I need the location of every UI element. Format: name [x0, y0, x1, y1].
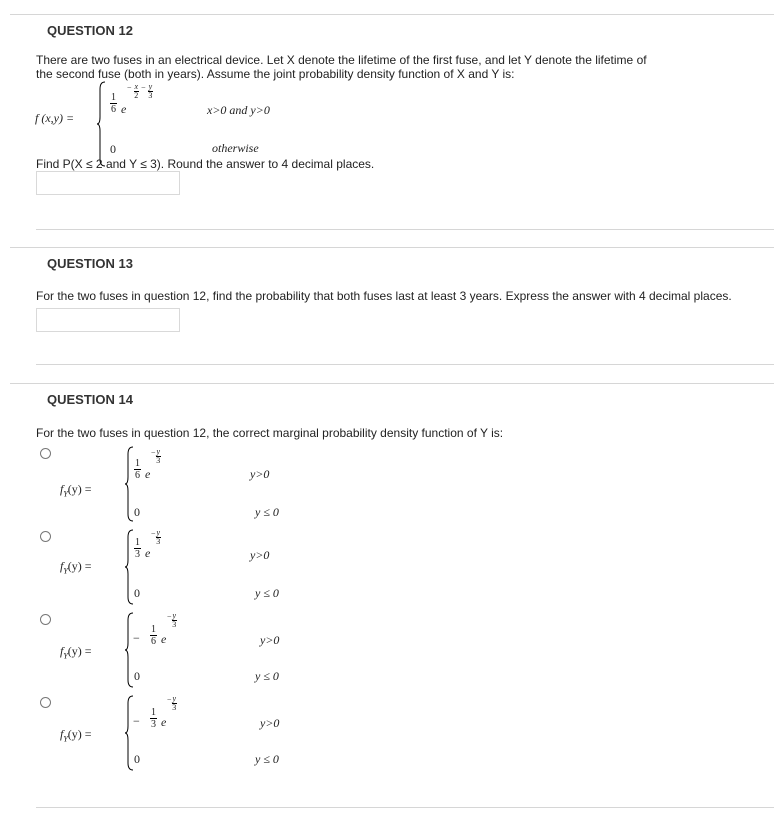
question-13-text: For the two fuses in question 12, find the probability that both fuses last at least 3 years. Express the answer with 4 decimal places. — [36, 289, 732, 303]
option-2[interactable] — [10, 529, 410, 609]
joint-pdf-brace — [98, 81, 106, 167]
option-3-cond1: y>0 — [260, 633, 280, 647]
option-2-zero: 0 — [134, 586, 140, 600]
option-4-cond1: y>0 — [260, 716, 280, 730]
option-2-coef: $\frac{1}{3}$ — [135, 537, 140, 560]
question-12-text-line1: There are two fuses in an electrical device. Let X denote the lifetime of the first fuse, and let Y denote the lifetime of — [36, 53, 647, 67]
option-3-sign: − — [133, 631, 140, 645]
question-12-prompt: Find P(X ≤ 2 and Y ≤ 3). Round the answer to 4 decimal places. — [36, 157, 375, 171]
joint-pdf-lhs: f (x,y) = — [35, 111, 75, 125]
joint-pdf-cond2: otherwise — [212, 141, 259, 155]
option-3-coef: $\frac{1}{6}$ — [151, 624, 156, 647]
joint-pdf-coef: $\frac{1}{6}$ — [111, 92, 116, 115]
question-12-separator — [36, 229, 774, 230]
option-3-zero: 0 — [134, 669, 140, 683]
option-1-zero: 0 — [134, 505, 140, 519]
option-1-exponent: − $\frac{y}{3}$ — [151, 447, 161, 465]
question-14 — [10, 383, 774, 808]
question-12-title: QUESTION 12 — [47, 23, 133, 38]
option-2-radio[interactable] — [40, 531, 51, 542]
joint-pdf-e: e — [121, 102, 127, 116]
question-12-text-line2: the second fuse (both in years). Assume the joint probability density function of X and Y is: — [36, 67, 515, 81]
option-4-lhs: $f_Y(y)$ = — [60, 727, 92, 744]
option-3-e: e — [161, 632, 167, 646]
question-12-answer-input[interactable] — [36, 171, 180, 195]
option-2-e: e — [145, 546, 151, 560]
joint-pdf-zero: 0 — [110, 142, 116, 156]
option-4-cond2: y ≤ 0 — [255, 752, 279, 766]
option-3-lhs: $f_Y(y)$ = — [60, 644, 92, 661]
joint-pdf-exponent: − $\frac{x}{2}$ − $\frac{y}{3}$ — [127, 82, 153, 100]
option-1-cond2: y ≤ 0 — [255, 505, 279, 519]
question-12 — [10, 14, 774, 229]
question-14-separator — [36, 807, 774, 808]
question-13-separator — [36, 364, 774, 365]
option-1-coef: $\frac{1}{6}$ — [135, 458, 140, 481]
option-3-brace — [126, 612, 134, 688]
option-3-radio[interactable] — [40, 614, 51, 625]
question-13-answer-input[interactable] — [36, 308, 180, 332]
option-3-exponent: − $\frac{y}{3}$ — [167, 611, 177, 629]
joint-pdf-cond1: x>0 and y>0 — [207, 103, 270, 117]
option-4-coef: $\frac{1}{3}$ — [151, 707, 156, 730]
option-4-radio[interactable] — [40, 697, 51, 708]
option-3[interactable] — [10, 612, 410, 692]
question-14-text: For the two fuses in question 12, the correct marginal probability density function of Y is: — [36, 426, 504, 440]
option-4-e: e — [161, 715, 167, 729]
question-13 — [10, 247, 774, 365]
option-2-cond2: y ≤ 0 — [255, 586, 279, 600]
option-1-e: e — [145, 467, 151, 481]
option-4-exponent: − $\frac{y}{3}$ — [167, 694, 177, 712]
option-2-cond1: y>0 — [250, 548, 270, 562]
option-1-lhs: $f_Y(y)$ = — [60, 482, 92, 499]
option-1-cond1: y>0 — [250, 467, 270, 481]
option-2-exponent: − $\frac{y}{3}$ — [151, 528, 161, 546]
option-4-zero: 0 — [134, 752, 140, 766]
option-4-brace — [126, 695, 134, 771]
option-4[interactable] — [10, 695, 410, 775]
question-13-title: QUESTION 13 — [47, 256, 133, 271]
option-1[interactable] — [10, 446, 410, 526]
option-1-brace — [126, 446, 134, 522]
option-2-lhs: $f_Y(y)$ = — [60, 559, 92, 576]
option-1-radio[interactable] — [40, 448, 51, 459]
option-4-sign: − — [133, 714, 140, 728]
question-14-title: QUESTION 14 — [47, 392, 133, 407]
option-3-cond2: y ≤ 0 — [255, 669, 279, 683]
option-2-brace — [126, 529, 134, 605]
